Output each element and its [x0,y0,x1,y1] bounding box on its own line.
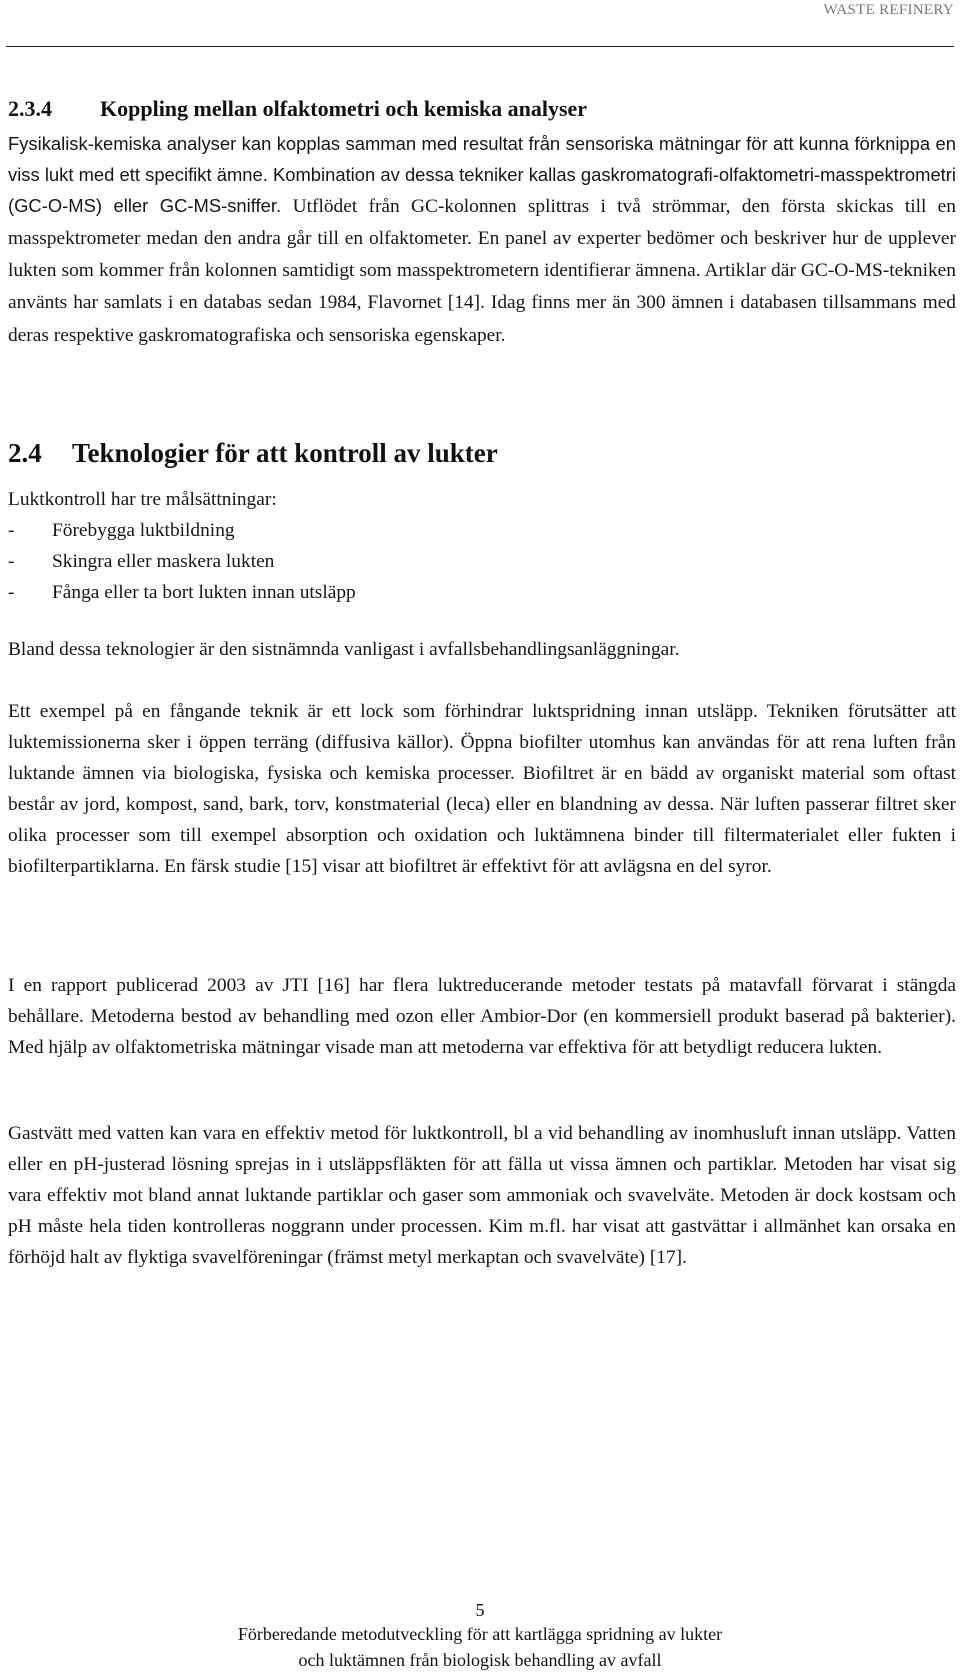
list-dash: - [8,582,15,603]
page-number: 5 [475,1600,485,1620]
section-heading-2-3-4 [8,96,587,122]
paragraph-part-sans: Fysikalisk-kemiska analyser kan kopplas samman med resultat från sensoriska mätningar för att kunna förknippa en viss lukt med ett specifikt ämne. Kombination av dessa tekniker kallas gaskromatografi-olfaktometri-masspektrometri (GC-O-MS) eller GC-MS-sniffer. [8,133,956,217]
goals-list [8,515,356,608]
section-number: 2.3.4 [8,96,52,121]
list-item-text: Skingra eller maskera lukten [52,551,275,572]
section-number: 2.4 [8,438,42,468]
section-title: Teknologier för att kontroll av lukter [72,438,498,468]
paragraph-common-technology: Bland dessa teknologier är den sistnämnda vanligast i avfallsbehandlingsanläggningar. [8,639,680,660]
paragraph-intro: Luktkontroll har tre målsättningar: [8,489,277,510]
footer-title-line-2: och luktämnen från biologisk behandling av avfall [298,1650,662,1670]
list-item [8,515,356,546]
list-item-text: Förebygga luktbildning [52,520,235,541]
list-dash: - [8,551,15,572]
list-item [8,546,356,577]
paragraph-jti-report: I en rapport publicerad 2003 av JTI [16] har flera luktreducerande metoder testats på matavfall förvarat i stängda behållare. Metoderna bestod av behandling med ozon eller Ambior-Dor (en kommersiell produkt baserad på bakterier). Med hjälp av olfaktometriska mätningar visade man att metoderna var effektiva för att betydligt reducera lukten. [8,975,956,1059]
paragraph-biofilter: Ett exempel på en fångande teknik är ett lock som förhindrar luktspridning innan utsläpp. Tekniken förutsätter att luktemissionerna sker i öppen terräng (diffusiva källor). Öppna biofilter utomhus kan användas för att rena luften från luktande ämnen via biologiska, fysiska och kemiska processer. Biofiltret är en bädd av organiskt material som oftast består av jord, kompost, sand, bark, torv, konstmaterial (leca) eller en blandning av dessa. När luften passerar filtret sker olika processer som till exempel absorption och oxidation och luktämnena binder till filtermaterialet eller fukten i biofilterpartiklarna. En färsk studie [15] visar att biofiltret är effektivt för att avlägsna en del syror. [8,701,956,878]
list-item-text: Fånga eller ta bort lukten innan utsläpp [52,582,356,603]
list-dash: - [8,520,15,541]
section-title: Koppling mellan olfaktometri och kemiska analyser [100,96,588,121]
header-rule [6,46,954,47]
section-heading-2-4 [8,438,498,469]
running-header: WASTE REFINERY [823,2,954,18]
list-item [8,577,356,608]
paragraph-part-serif: Utflödet från GC-kolonnen splittras i två strömmar, den första skickas till en masspektrometer medan den andra går till en olfaktometer. En panel av experter bedömer och beskriver hur de upplever lukten som kommer från kolonnen samtidigt som masspektrometern identifierar ämnena. Artiklar där GC-O-MS-tekniken använts har samlats i en databas sedan 1984, Flavornet [14]. Idag finns mer än 300 ämnen i databasen tillsammans med deras respektive gaskromatografiska och sensoriska egenskaper. [8,196,956,346]
paragraph-gas-scrubbing: Gastvätt med vatten kan vara en effektiv metod för luktkontroll, bl a vid behandling av inomhusluft innan utsläpp. Vatten eller en pH-justerad lösning sprejas in i utsläppsfläkten för att fälla ut vissa ämnen och partiklar. Metoden har visat sig vara effektiv mot bland annat luktande partiklar och gaser som ammoniak och svavelväte. Metoden är dock kostsam och pH måste hela tiden kontrolleras noggrann under processen. Kim m.fl. har visat att gastvättar i allmänhet kan orsaka en förhöjd halt av flyktiga svavelföreningar (främst metyl merkaptan och svavelväte) [17]. [8,1123,956,1269]
paragraph-gc-o-ms [8,128,956,351]
footer-title-line-1: Förberedande metodutveckling för att kartlägga spridning av lukter [237,1624,723,1644]
